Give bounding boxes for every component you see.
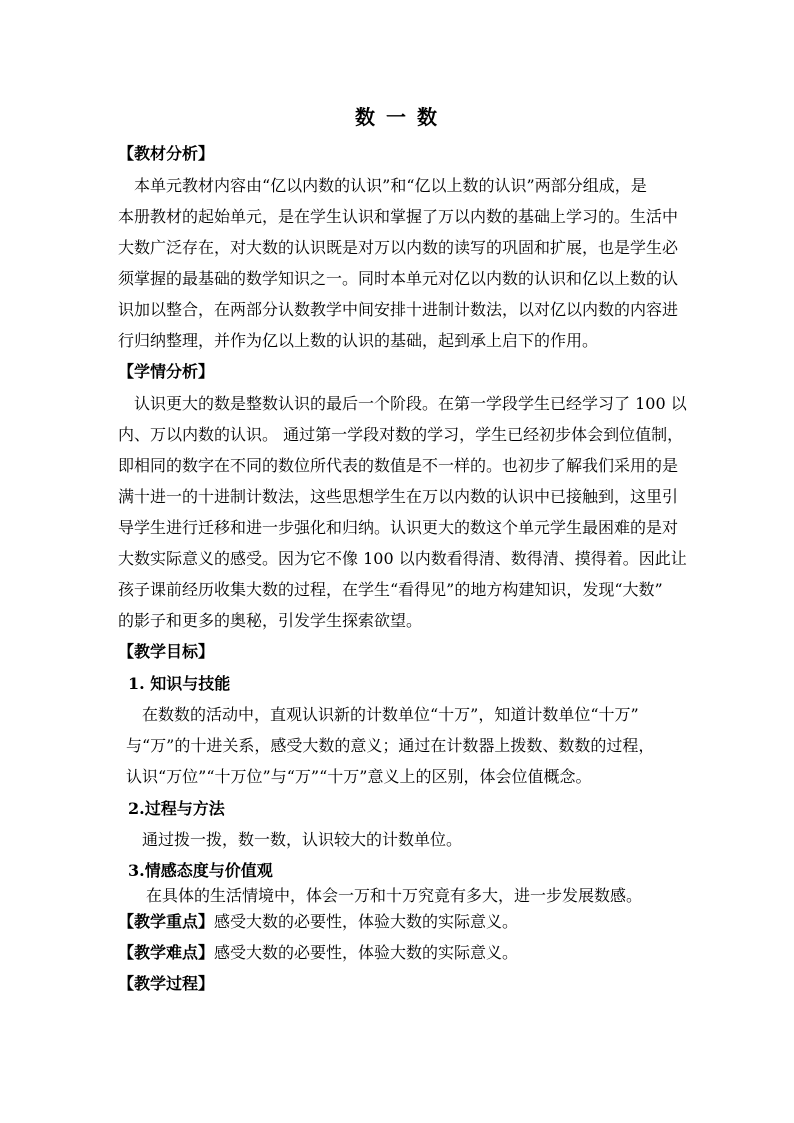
difficulty-text: 感受大数的必要性，体验大数的实际意义。 bbox=[214, 943, 519, 962]
difficulty-label: 【教学难点】 bbox=[118, 943, 215, 962]
goal-process-title: 2.过程与方法 bbox=[128, 799, 225, 818]
goal-knowledge-title: 1. 知识与技能 bbox=[128, 674, 231, 693]
key-point-text: 感受大数的必要性，体验大数的实际意义。 bbox=[214, 912, 519, 931]
paragraph-line: 行归纳整理，并作为亿以上数的认识的基础，起到承上启下的作用。 bbox=[118, 331, 599, 350]
document-title: 数 一 数 bbox=[355, 105, 439, 129]
paragraph-line: 内、万以内数的认识。 通过第一学段对数的学习，学生已经初步体会到位值制， bbox=[118, 425, 684, 444]
key-point-line bbox=[118, 910, 518, 934]
paragraph-line: 在具体的生活情境中，体会一万和十万究竟有多大，进一步发展数感。 bbox=[146, 886, 643, 905]
paragraph-line: 认识“万位”“十万位”与“万”“十万”意义上的区别，体会位值概念。 bbox=[126, 767, 592, 786]
paragraph-line: 满十进一的十进制计数法，这些思想学生在万以内数的认识中已接触到，这里引 bbox=[118, 487, 679, 506]
paragraph-line: 孩子课前经历收集大数的过程，在学生“看得见”的地方构建知识，发现“大数” bbox=[118, 580, 663, 599]
key-point-label: 【教学重点】 bbox=[118, 912, 215, 931]
paragraph-line: 通过拨一拨，数一数，认识较大的计数单位。 bbox=[142, 830, 463, 849]
paragraph-line: 与“万”的十进关系，感受大数的意义；通过在计数器上拨数、数数的过程， bbox=[126, 736, 655, 755]
paragraph-line: 须掌握的最基础的数学知识之一。同时本单元对亿以内数的认识和亿以上数的认 bbox=[118, 269, 679, 288]
paragraph-line: 本册教材的起始单元，是在学生认识和掌握了万以内数的基础上学习的。生活中 bbox=[118, 207, 679, 226]
paragraph-line: 在数数的活动中，直观认识新的计数单位“十万”，知道计数单位“十万” bbox=[142, 705, 639, 724]
paragraph-line: 的影子和更多的奥秘，引发学生探索欲望。 bbox=[118, 611, 423, 630]
heading-textbook-analysis: 【教材分析】 bbox=[118, 144, 215, 163]
heading-teaching-process: 【教学过程】 bbox=[118, 974, 215, 993]
difficulty-line bbox=[118, 941, 518, 965]
paragraph-line: 大数实际意义的感受。因为它不像 100 以内数看得清、数得清、摸得着。因此让 bbox=[118, 549, 687, 568]
heading-teaching-goals: 【教学目标】 bbox=[118, 642, 215, 661]
heading-learner-analysis: 【学情分析】 bbox=[118, 362, 215, 381]
paragraph-line: 本单元教材内容由“亿以内数的认识”和“亿以上数的认识”两部分组成，是 bbox=[134, 176, 647, 195]
paragraph-line: 认识更大的数是整数认识的最后一个阶段。在第一学段学生已经学习了 100 以 bbox=[134, 394, 687, 413]
paragraph-line: 即相同的数字在不同的数位所代表的数值是不一样的。也初步了解我们采用的是 bbox=[118, 456, 679, 475]
paragraph-line: 识加以整合，在两部分认数教学中间安排十进制计数法，以对亿以内数的内容进 bbox=[118, 300, 679, 319]
goal-emotion-title: 3.情感态度与价值观 bbox=[128, 861, 273, 880]
paragraph-line: 大数广泛存在，对大数的认识既是对万以内数的读写的巩固和扩展，也是学生必 bbox=[118, 238, 679, 257]
paragraph-line: 导学生进行迁移和进一步强化和归纳。认识更大的数这个单元学生最困难的是对 bbox=[118, 518, 679, 537]
